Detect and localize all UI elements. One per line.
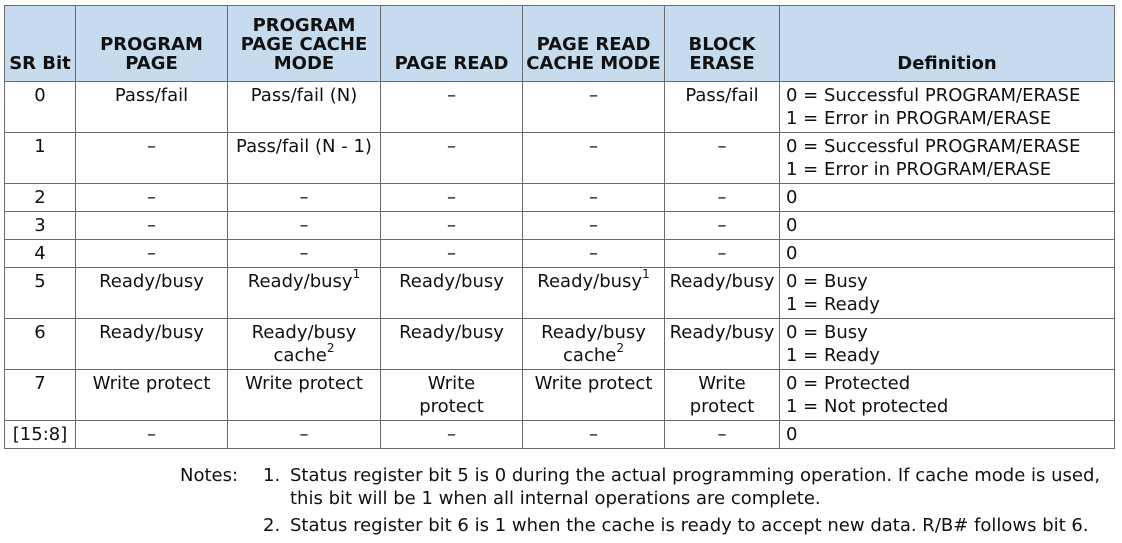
footnote-ref: 2 xyxy=(616,341,624,355)
table-row xyxy=(5,184,1115,212)
cell-program-page: – xyxy=(76,212,228,240)
header-definition: Definition xyxy=(780,6,1115,82)
table-row xyxy=(5,319,1115,370)
cell-block-erase: Ready/busy xyxy=(665,268,780,319)
cell-program-page: – xyxy=(76,184,228,212)
table-row xyxy=(5,268,1115,319)
cell-definition: 0 = Successful PROGRAM/ERASE 1 = Error in PROGRAM/ERASE xyxy=(780,133,1115,184)
note-number: 1. xyxy=(263,465,281,486)
cell-definition: 0 xyxy=(780,184,1115,212)
cell-definition: 0 xyxy=(780,421,1115,449)
cell-block-erase: – xyxy=(665,421,780,449)
status-register-table xyxy=(4,5,1115,449)
header-block-erase: BLOCK ERASE xyxy=(665,6,780,82)
cell-page-read: – xyxy=(381,184,523,212)
cell-program-page: – xyxy=(76,133,228,184)
cell-page-read-cache: – xyxy=(523,212,665,240)
table-row xyxy=(5,370,1115,421)
cell-page-read-cache: – xyxy=(523,240,665,268)
cell-sr-bit: 1 xyxy=(5,133,76,184)
cell-block-erase: Pass/fail xyxy=(665,82,780,133)
cell-page-read-cache: – xyxy=(523,184,665,212)
footnote-ref: 2 xyxy=(326,341,335,355)
cell-page-read: Write protect xyxy=(381,370,523,421)
cell-sr-bit: 7 xyxy=(5,370,76,421)
cell-sr-bit: 6 xyxy=(5,319,76,370)
cell-page-read-cache: Ready/busy$^1$ xyxy=(523,268,665,319)
cell-block-erase: – xyxy=(665,184,780,212)
cell-definition: 0 = Busy 1 = Ready xyxy=(780,319,1115,370)
table-row xyxy=(5,421,1115,449)
cell-block-erase: – xyxy=(665,212,780,240)
cell-program-page: Ready/busy xyxy=(76,268,228,319)
cell-program-page: Ready/busy xyxy=(76,319,228,370)
table-row xyxy=(5,82,1115,133)
cell-block-erase: – xyxy=(665,133,780,184)
cell-sr-bit: 2 xyxy=(5,184,76,212)
cell-program-page: – xyxy=(76,421,228,449)
header-sr-bit: SR Bit xyxy=(5,6,76,82)
header-page-read: PAGE READ xyxy=(381,6,523,82)
cell-page-read: – xyxy=(381,133,523,184)
table-row xyxy=(5,212,1115,240)
cell-program-page: Write protect xyxy=(76,370,228,421)
cell-page-read-cache: Ready/busy cache$^2$ xyxy=(523,319,665,370)
header-page-read-cache-mode: PAGE READ CACHE MODE xyxy=(523,6,665,82)
table-row xyxy=(5,133,1115,184)
cell-sr-bit: 4 xyxy=(5,240,76,268)
cell-program-page-cache: – xyxy=(228,240,381,268)
table-header-row xyxy=(5,6,1115,82)
cell-page-read-cache: Write protect xyxy=(523,370,665,421)
cell-page-read: – xyxy=(381,212,523,240)
cell-program-page-cache: – xyxy=(228,184,381,212)
notes-label: Notes: xyxy=(180,465,239,486)
footnote-ref: 1 xyxy=(352,267,361,281)
cell-block-erase: Ready/busy xyxy=(665,319,780,370)
cell-page-read: – xyxy=(381,82,523,133)
cell-page-read-cache: – xyxy=(523,421,665,449)
cell-page-read: – xyxy=(381,421,523,449)
cell-sr-bit: [15:8] xyxy=(5,421,76,449)
cell-program-page-cache: Pass/fail (N - 1) xyxy=(228,133,381,184)
cell-program-page: Pass/fail xyxy=(76,82,228,133)
cell-program-page-cache: Pass/fail (N) xyxy=(228,82,381,133)
cell-page-read: Ready/busy xyxy=(381,268,523,319)
cell-sr-bit: 3 xyxy=(5,212,76,240)
header-program-page-cache-mode: PROGRAM PAGE CACHE MODE xyxy=(228,6,381,82)
header-program-page: PROGRAM PAGE xyxy=(76,6,228,82)
cell-program-page-cache: Ready/busy cache$^2$ xyxy=(228,319,381,370)
note-text-line: Status register bit 5 is 0 during the actual programming operation. If cache mode is used, xyxy=(290,465,1101,486)
footnote-ref: 1 xyxy=(642,267,650,281)
cell-definition: 0 = Protected 1 = Not protected xyxy=(780,370,1115,421)
cell-program-page-cache: – xyxy=(228,421,381,449)
cell-page-read: – xyxy=(381,240,523,268)
cell-definition: 0 = Busy 1 = Ready xyxy=(780,268,1115,319)
cell-sr-bit: 5 xyxy=(5,268,76,319)
note-number: 2. xyxy=(263,515,281,536)
cell-definition: 0 xyxy=(780,240,1115,268)
cell-block-erase: – xyxy=(665,240,780,268)
cell-definition: 0 xyxy=(780,212,1115,240)
cell-program-page-cache: Ready/busy$^1$ xyxy=(228,268,381,319)
cell-block-erase: Write protect xyxy=(665,370,780,421)
cell-program-page: – xyxy=(76,240,228,268)
cell-program-page-cache: – xyxy=(228,212,381,240)
cell-program-page-cache: Write protect xyxy=(228,370,381,421)
note-text-line: this bit will be 1 when all internal operations are complete. xyxy=(290,488,821,509)
note-text-line: Status register bit 6 is 1 when the cache is ready to accept new data. R/B# follows bit 6. xyxy=(290,515,1089,536)
cell-sr-bit: 0 xyxy=(5,82,76,133)
table-row xyxy=(5,240,1115,268)
cell-page-read: Ready/busy xyxy=(381,319,523,370)
cell-definition: 0 = Successful PROGRAM/ERASE 1 = Error in PROGRAM/ERASE xyxy=(780,82,1115,133)
cell-page-read-cache: – xyxy=(523,133,665,184)
cell-page-read-cache: – xyxy=(523,82,665,133)
